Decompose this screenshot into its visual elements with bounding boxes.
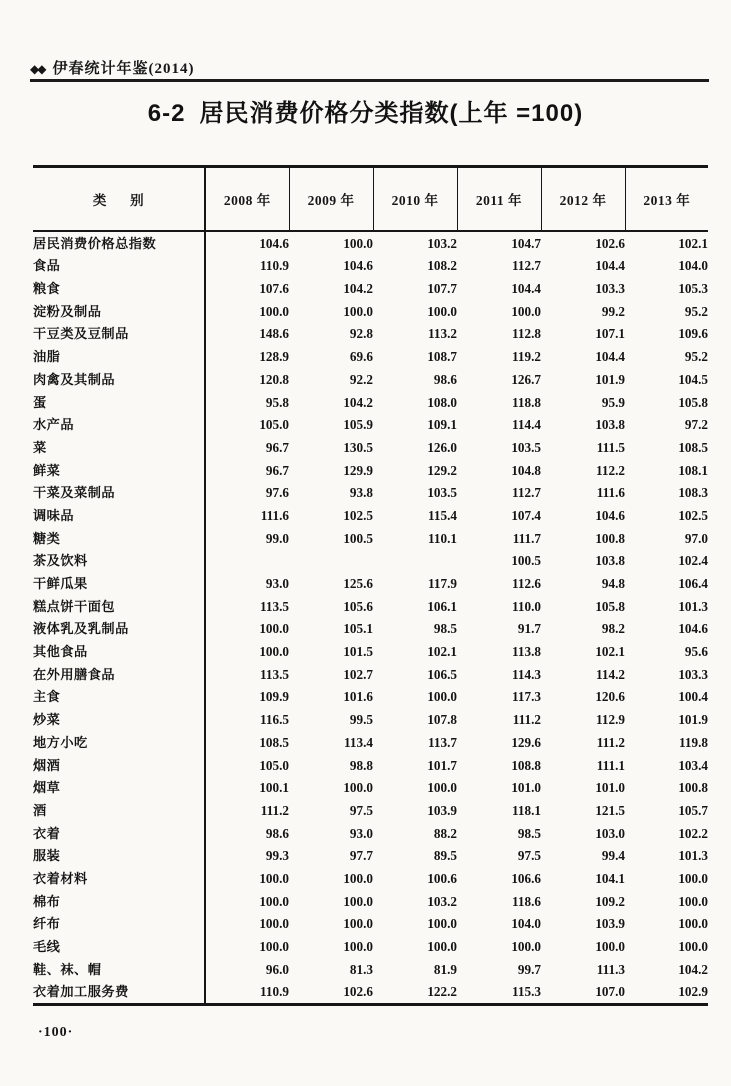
value-cell: 96.7 <box>265 439 289 455</box>
table-row <box>33 618 708 641</box>
category-cell: 毛线 <box>33 935 205 958</box>
value-cell: 100.0 <box>343 780 373 796</box>
value-cell: 111.2 <box>512 712 541 728</box>
table-row <box>33 845 708 868</box>
table-row <box>33 482 708 505</box>
category-cell: 烟草 <box>33 777 205 800</box>
value-cell: 103.5 <box>427 485 457 501</box>
category-header: 类 别 <box>33 167 205 232</box>
value-cell: 102.1 <box>427 644 457 660</box>
value-cell: 104.0 <box>511 916 541 932</box>
value-cell: 97.7 <box>349 848 373 864</box>
value-cell: 100.0 <box>678 893 708 909</box>
value-cell: 111.7 <box>512 530 541 546</box>
value-cell: 100.0 <box>595 939 625 955</box>
value-cell: 100.0 <box>427 303 457 319</box>
table-row <box>33 277 708 300</box>
value-cell: 113.8 <box>512 644 541 660</box>
value-cell: 104.6 <box>259 235 289 251</box>
value-cell: 104.1 <box>595 870 625 886</box>
table-row <box>33 754 708 777</box>
category-cell: 衣着 <box>33 822 205 845</box>
value-cell: 109.2 <box>595 893 625 909</box>
value-cell: 113.4 <box>344 734 373 750</box>
value-cell: 103.8 <box>595 417 625 433</box>
value-cell: 120.6 <box>595 689 625 705</box>
value-cell: 105.8 <box>595 598 625 614</box>
value-cell: 104.0 <box>678 258 708 274</box>
value-cell: 99.2 <box>601 303 625 319</box>
value-cell: 111.3 <box>596 961 625 977</box>
value-cell: 113.2 <box>428 326 457 342</box>
value-cell: 109.1 <box>427 417 457 433</box>
value-cell: 106.6 <box>511 870 541 886</box>
value-cell: 102.1 <box>678 235 708 251</box>
value-cell: 103.9 <box>427 802 457 818</box>
value-cell: 103.3 <box>678 666 708 682</box>
value-cell: 115.3 <box>512 984 541 1000</box>
value-cell: 111.2 <box>260 802 289 818</box>
category-cell: 粮食 <box>33 277 205 300</box>
value-cell: 100.0 <box>427 939 457 955</box>
value-cell: 100.0 <box>259 916 289 932</box>
table-row <box>33 935 708 958</box>
value-cell: 100.8 <box>595 530 625 546</box>
value-cell: 108.1 <box>678 462 708 478</box>
value-cell: 98.2 <box>601 621 625 637</box>
category-cell: 淀粉及制品 <box>33 300 205 323</box>
year-header: 2011 年 <box>457 167 541 232</box>
table-row <box>33 686 708 709</box>
value-cell: 100.0 <box>678 939 708 955</box>
value-cell: 99.7 <box>517 961 541 977</box>
value-cell: 105.7 <box>678 802 708 818</box>
value-cell: 98.5 <box>433 621 457 637</box>
category-cell: 干鲜瓜果 <box>33 572 205 595</box>
value-cell: 107.0 <box>595 984 625 1000</box>
category-cell: 菜 <box>33 436 205 459</box>
value-cell: 92.8 <box>349 326 373 342</box>
value-cell: 94.8 <box>601 576 625 592</box>
table-row <box>33 255 708 278</box>
value-cell: 112.6 <box>512 576 541 592</box>
value-cell: 108.2 <box>427 258 457 274</box>
value-cell: 95.9 <box>601 394 625 410</box>
table-row <box>33 913 708 936</box>
table-title-text: 居民消费价格分类指数(上年 =100) <box>199 100 584 127</box>
value-cell: 106.1 <box>427 598 457 614</box>
value-cell: 103.8 <box>595 553 625 569</box>
value-cell: 113.5 <box>260 666 289 682</box>
value-cell: 105.0 <box>259 757 289 773</box>
category-cell: 纤布 <box>33 913 205 936</box>
value-cell: 95.8 <box>265 394 289 410</box>
category-cell: 糖类 <box>33 527 205 550</box>
category-cell: 棉布 <box>33 890 205 913</box>
value-cell: 114.3 <box>512 666 541 682</box>
category-cell: 在外用膳食品 <box>33 663 205 686</box>
value-cell: 129.6 <box>511 734 541 750</box>
value-cell: 104.5 <box>678 371 708 387</box>
value-cell: 102.1 <box>595 644 625 660</box>
value-cell: 112.7 <box>512 258 541 274</box>
value-cell: 100.0 <box>343 235 373 251</box>
table-body <box>33 231 708 1005</box>
value-cell: 97.0 <box>684 530 708 546</box>
value-cell: 109.9 <box>259 689 289 705</box>
value-cell: 81.3 <box>349 961 373 977</box>
value-cell: 102.6 <box>595 235 625 251</box>
value-cell: 95.2 <box>684 349 708 365</box>
value-cell: 101.6 <box>343 689 373 705</box>
table-row <box>33 777 708 800</box>
value-cell: 103.3 <box>595 281 625 297</box>
value-cell: 104.2 <box>343 394 373 410</box>
table-row <box>33 708 708 731</box>
value-cell: 111.6 <box>596 485 625 501</box>
value-cell: 101.9 <box>678 712 708 728</box>
value-cell: 97.5 <box>517 848 541 864</box>
value-cell: 107.7 <box>427 281 457 297</box>
value-cell: 104.4 <box>595 349 625 365</box>
value-cell: 108.7 <box>427 349 457 365</box>
value-cell: 125.6 <box>343 576 373 592</box>
value-cell: 100.8 <box>678 780 708 796</box>
value-cell: 102.5 <box>678 507 708 523</box>
value-cell: 99.5 <box>349 712 373 728</box>
value-cell: 102.4 <box>678 553 708 569</box>
value-cell: 96.0 <box>265 961 289 977</box>
value-cell: 129.9 <box>343 462 373 478</box>
value-cell: 129.2 <box>427 462 457 478</box>
value-cell: 98.6 <box>265 825 289 841</box>
page-number: ·100· <box>38 1025 74 1040</box>
value-cell: 102.9 <box>678 984 708 1000</box>
value-cell: 101.7 <box>427 757 457 773</box>
table-row <box>33 231 708 255</box>
value-cell: 88.2 <box>433 825 457 841</box>
value-cell: 99.4 <box>601 848 625 864</box>
value-cell: 97.5 <box>349 802 373 818</box>
value-cell: 119.2 <box>512 349 541 365</box>
value-cell: 98.6 <box>433 371 457 387</box>
value-cell: 97.2 <box>684 417 708 433</box>
value-cell: 100.0 <box>259 621 289 637</box>
value-cell: 100.0 <box>259 939 289 955</box>
value-cell: 97.6 <box>265 485 289 501</box>
value-cell: 111.2 <box>596 734 625 750</box>
category-cell: 糕点饼干面包 <box>33 595 205 618</box>
value-cell: 111.1 <box>596 757 625 773</box>
table-row <box>33 595 708 618</box>
year-header: 2008 年 <box>205 167 289 232</box>
value-cell: 130.5 <box>343 439 373 455</box>
page-title <box>0 93 731 128</box>
value-cell: 108.0 <box>427 394 457 410</box>
value-cell: 100.0 <box>259 303 289 319</box>
category-cell: 肉禽及其制品 <box>33 368 205 391</box>
value-cell: 111.5 <box>596 439 625 455</box>
value-cell: 117.3 <box>512 689 541 705</box>
value-cell: 106.5 <box>427 666 457 682</box>
category-cell: 蛋 <box>33 391 205 414</box>
diamond-icon: ◆◆ <box>30 62 45 76</box>
value-cell: 103.5 <box>511 439 541 455</box>
value-cell: 100.0 <box>343 893 373 909</box>
year-header: 2012 年 <box>541 167 625 232</box>
value-cell: 101.3 <box>678 848 708 864</box>
value-cell: 108.5 <box>259 734 289 750</box>
value-cell: 102.7 <box>343 666 373 682</box>
value-cell: 100.0 <box>343 303 373 319</box>
category-cell: 油脂 <box>33 345 205 368</box>
table-row <box>33 572 708 595</box>
table-row <box>33 890 708 913</box>
value-cell: 100.0 <box>678 870 708 886</box>
table-row <box>33 550 708 573</box>
yearbook-title: 伊春统计年鉴(2014) <box>52 61 195 77</box>
value-cell: 101.9 <box>595 371 625 387</box>
value-cell: 103.4 <box>678 757 708 773</box>
value-cell: 148.6 <box>259 326 289 342</box>
value-cell: 100.0 <box>343 939 373 955</box>
table-row <box>33 459 708 482</box>
value-cell: 101.5 <box>343 644 373 660</box>
table-row <box>33 867 708 890</box>
value-cell: 110.9 <box>260 258 289 274</box>
value-cell: 118.8 <box>512 394 541 410</box>
table-row <box>33 981 708 1005</box>
value-cell: 100.0 <box>427 689 457 705</box>
value-cell: 104.4 <box>595 258 625 274</box>
value-cell: 99.3 <box>265 848 289 864</box>
value-cell: 103.9 <box>595 916 625 932</box>
value-cell: 105.9 <box>343 417 373 433</box>
value-cell: 116.5 <box>260 712 289 728</box>
value-cell: 95.2 <box>684 303 708 319</box>
value-cell: 104.7 <box>511 235 541 251</box>
table-header-row <box>33 167 708 232</box>
table-row <box>33 958 708 981</box>
value-cell <box>289 550 373 573</box>
value-cell: 100.0 <box>511 303 541 319</box>
table-row <box>33 323 708 346</box>
category-cell: 食品 <box>33 255 205 278</box>
value-cell: 100.6 <box>427 870 457 886</box>
value-cell: 104.2 <box>678 961 708 977</box>
value-cell: 101.0 <box>511 780 541 796</box>
category-cell: 茶及饮料 <box>33 550 205 573</box>
value-cell: 105.6 <box>343 598 373 614</box>
value-cell: 91.7 <box>517 621 541 637</box>
value-cell: 107.8 <box>427 712 457 728</box>
value-cell: 69.6 <box>349 349 373 365</box>
value-cell: 118.1 <box>512 802 541 818</box>
value-cell: 100.0 <box>678 916 708 932</box>
running-head <box>30 57 194 78</box>
year-header: 2013 年 <box>625 167 708 232</box>
value-cell: 92.2 <box>349 371 373 387</box>
value-cell <box>205 550 289 573</box>
category-cell: 调味品 <box>33 504 205 527</box>
value-cell: 100.5 <box>343 530 373 546</box>
value-cell: 120.8 <box>259 371 289 387</box>
value-cell: 105.1 <box>343 621 373 637</box>
value-cell: 105.8 <box>678 394 708 410</box>
value-cell <box>373 550 457 573</box>
value-cell: 100.5 <box>511 553 541 569</box>
value-cell: 108.8 <box>511 757 541 773</box>
year-header: 2010 年 <box>373 167 457 232</box>
value-cell: 102.6 <box>343 984 373 1000</box>
category-cell: 液体乳及乳制品 <box>33 618 205 641</box>
table-row <box>33 391 708 414</box>
category-cell: 酒 <box>33 799 205 822</box>
category-cell: 服装 <box>33 845 205 868</box>
value-cell: 113.7 <box>428 734 457 750</box>
value-cell: 108.5 <box>678 439 708 455</box>
table-row <box>33 822 708 845</box>
category-cell: 衣着加工服务费 <box>33 981 205 1005</box>
category-cell: 炒菜 <box>33 708 205 731</box>
value-cell: 98.8 <box>349 757 373 773</box>
table-row <box>33 436 708 459</box>
value-cell: 99.0 <box>265 530 289 546</box>
value-cell: 110.9 <box>260 984 289 1000</box>
table-row <box>33 345 708 368</box>
value-cell: 104.6 <box>595 507 625 523</box>
value-cell: 107.4 <box>511 507 541 523</box>
table-row <box>33 527 708 550</box>
category-cell: 干菜及菜制品 <box>33 482 205 505</box>
value-cell: 122.2 <box>427 984 457 1000</box>
value-cell: 117.9 <box>428 576 457 592</box>
value-cell: 104.6 <box>678 621 708 637</box>
category-cell: 烟酒 <box>33 754 205 777</box>
value-cell: 100.0 <box>343 916 373 932</box>
value-cell: 100.0 <box>259 644 289 660</box>
table-row <box>33 640 708 663</box>
value-cell: 106.4 <box>678 576 708 592</box>
value-cell: 104.6 <box>343 258 373 274</box>
value-cell: 112.7 <box>512 485 541 501</box>
value-cell: 102.2 <box>678 825 708 841</box>
value-cell: 103.2 <box>427 235 457 251</box>
value-cell: 121.5 <box>595 802 625 818</box>
value-cell: 112.2 <box>596 462 625 478</box>
value-cell: 105.3 <box>678 281 708 297</box>
table-row <box>33 300 708 323</box>
value-cell: 112.9 <box>596 712 625 728</box>
value-cell: 100.0 <box>427 916 457 932</box>
value-cell: 115.4 <box>428 507 457 523</box>
value-cell: 96.7 <box>265 462 289 478</box>
value-cell: 100.1 <box>259 780 289 796</box>
value-cell: 104.8 <box>511 462 541 478</box>
value-cell: 107.1 <box>595 326 625 342</box>
value-cell: 108.3 <box>678 485 708 501</box>
category-cell: 鲜菜 <box>33 459 205 482</box>
year-header: 2009 年 <box>289 167 373 232</box>
value-cell: 113.5 <box>260 598 289 614</box>
value-cell: 104.4 <box>511 281 541 297</box>
value-cell: 102.5 <box>343 507 373 523</box>
category-cell: 居民消费价格总指数 <box>33 231 205 255</box>
value-cell: 104.2 <box>343 281 373 297</box>
value-cell: 95.6 <box>684 644 708 660</box>
value-cell: 114.2 <box>596 666 625 682</box>
header-divider <box>30 79 709 82</box>
table-row <box>33 414 708 437</box>
category-cell: 主食 <box>33 686 205 709</box>
value-cell: 93.8 <box>349 485 373 501</box>
table-row <box>33 504 708 527</box>
value-cell: 128.9 <box>259 349 289 365</box>
value-cell: 126.0 <box>427 439 457 455</box>
value-cell: 89.5 <box>433 848 457 864</box>
category-cell: 地方小吃 <box>33 731 205 754</box>
value-cell: 100.0 <box>427 780 457 796</box>
category-cell: 衣着材料 <box>33 867 205 890</box>
category-cell: 鞋、袜、帽 <box>33 958 205 981</box>
cpi-index-table <box>33 165 708 1006</box>
table-row <box>33 731 708 754</box>
value-cell: 100.0 <box>343 870 373 886</box>
value-cell: 81.9 <box>433 961 457 977</box>
value-cell: 93.0 <box>265 576 289 592</box>
value-cell: 100.4 <box>678 689 708 705</box>
value-cell: 111.6 <box>260 507 289 523</box>
value-cell: 101.0 <box>595 780 625 796</box>
value-cell: 100.0 <box>511 939 541 955</box>
table-row <box>33 663 708 686</box>
value-cell: 109.6 <box>678 326 708 342</box>
table-row <box>33 368 708 391</box>
value-cell: 93.0 <box>349 825 373 841</box>
value-cell: 101.3 <box>678 598 708 614</box>
value-cell: 118.6 <box>512 893 541 909</box>
value-cell: 126.7 <box>511 371 541 387</box>
category-cell: 水产品 <box>33 414 205 437</box>
value-cell: 119.8 <box>679 734 708 750</box>
value-cell: 112.8 <box>512 326 541 342</box>
value-cell: 107.6 <box>259 281 289 297</box>
table-row <box>33 799 708 822</box>
value-cell: 100.0 <box>259 893 289 909</box>
value-cell: 103.0 <box>595 825 625 841</box>
value-cell: 105.0 <box>259 417 289 433</box>
value-cell: 98.5 <box>517 825 541 841</box>
value-cell: 114.4 <box>512 417 541 433</box>
table-number: 6-2 <box>147 100 186 127</box>
value-cell: 100.0 <box>259 870 289 886</box>
category-cell: 干豆类及豆制品 <box>33 323 205 346</box>
value-cell: 110.0 <box>512 598 541 614</box>
value-cell: 103.2 <box>427 893 457 909</box>
value-cell: 110.1 <box>428 530 457 546</box>
category-cell: 其他食品 <box>33 640 205 663</box>
